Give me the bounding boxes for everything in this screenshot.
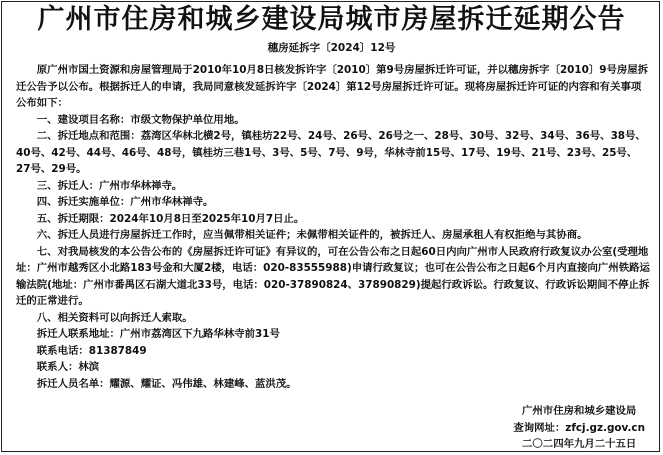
issuing-organization: 广州市住房和城乡建设局 — [522, 405, 637, 417]
website-line: 查询网址：zfcj.gz.gov.cn — [513, 421, 645, 434]
item-demolition-period: 五、拆迁期限：2024年10月8日至2025年10月7日止。 — [36, 212, 305, 225]
contact-phone: 联系电话：81387849 — [36, 344, 147, 357]
contact-person: 联系人：林滨 — [36, 361, 100, 373]
notice-title: 广州市住房和城乡建设局城市房屋拆迁延期公告 — [37, 4, 626, 35]
item-credentials: 六、拆迁人员进行房屋拆迁工作时，应当佩带相关证件；未佩带相关证件的，被拆迁人、房屋承租人有权拒绝与其协商。 — [36, 229, 588, 241]
notice-body — [16, 62, 650, 392]
signature-block — [513, 403, 645, 453]
staff-list: 拆迁人员名单：耀源、耀证、冯伟雄、林建峰、蓝洪茂。 — [36, 377, 297, 390]
item-implementing-unit: 四、拆迁实施单位：广州市华林禅寺。 — [36, 196, 214, 208]
item-appeal-rights: 七、对我局核发的本公告公布的《房屋拆迁许可证》有异议的，可在公告公布之日起60日内向广州市人民政府行政复议办公室(受理地址：广州市越秀区小北路183号金和大厦2楼，电话：020-83555988)申请行政复议；也可在公告公布之日起6个月内直接向广州铁路运输法院(地址：广州市番禺区石湖大道北33号，电话：020-37890824、37890829)提起行政诉讼。行政复议、行政诉讼期间不停止拆迁的正常进行。 — [16, 245, 650, 307]
contact-address: 拆迁人联系地址：广州市荔湾区下九路华林寺前31号 — [36, 328, 280, 340]
item-demolisher: 三、拆迁人：广州市华林禅寺。 — [36, 179, 183, 192]
item-materials: 八、相关资料可以向拆迁人索取。 — [36, 311, 193, 324]
issue-date: 二〇二四年九月二十五日 — [522, 438, 637, 450]
item-project-name: 一、建设项目名称：市级文物保护单位用地。 — [36, 113, 245, 126]
intro-paragraph: 原广州市国土资源和房屋管理局于2010年10月8日核发拆许字〔2010〕第9号房屋拆迁许可证，并以穗房拆字〔2010〕9号房屋拆迁公告予以公布。根据拆迁人的申请，我局同意核发延拆许字〔2024〕第12号房屋拆迁许可证。现将房屋拆迁许可证的内容和有关事项公布如下： — [16, 64, 649, 109]
document-number: 穗房延拆字〔2024〕12号 — [267, 42, 396, 54]
item-location-scope: 二、拆迁地点和范围：荔湾区华林北横2号，镇桂坊22号、24号、26号、26号之一、28号、30号、32号、34号、36号、38号、40号、42号、44号、46号、48号，镇桂坊三巷1号、3号、5号、7号、9号，华林寺前15号、17号、19号、21号、23号、25号、27号、29号。 — [16, 130, 646, 175]
